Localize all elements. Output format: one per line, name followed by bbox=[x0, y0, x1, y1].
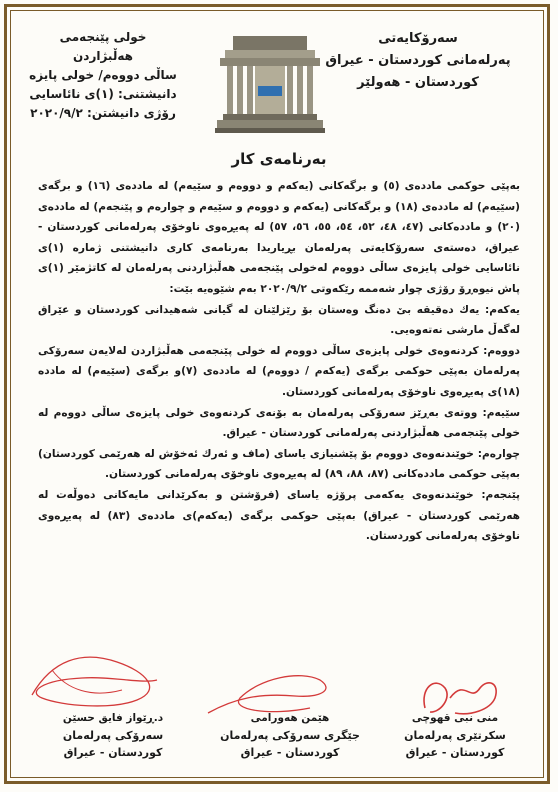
agenda-item-text: یەك دەقیقە بێ دەنگ وەستان بۆ رێزلێنان لە گیانی شەهیدانی كوردستان و عێراق لەگەڵ مارشی نەتەوەیی. bbox=[38, 303, 520, 337]
signatory-name: هێمن هەورامی bbox=[250, 712, 330, 724]
signatory-role: سەرۆكی پەرلەمان bbox=[62, 729, 164, 742]
agenda-item-text: كردنەوەی خولی پایزەی ساڵی دووەم لە خولی پێنجەمی هەڵبژاردن لەلایەن سەرۆكی پەرلەمان بەپێی حوكمی برگەی (یەكەم / دووەم) لە ماددەی (٧)و برگەی (سێیەم) لە ماددە (١٨)ی پەیڕەوی ناوخۆی پەرلەمانی كوردستان. bbox=[38, 344, 521, 398]
signatory-role: سكرتێری پەرلەمان bbox=[404, 729, 506, 742]
signature-block bbox=[390, 710, 520, 761]
signature-president-scribble bbox=[22, 640, 172, 715]
header-session-line1: خولی پێنجەمی هەڵبژاردن bbox=[59, 30, 147, 63]
signatory-place: كوردستان - عیراق bbox=[405, 746, 505, 759]
header-session-line2: ساڵی دووەم/ خولی پایزە bbox=[29, 68, 177, 82]
agenda-item-label: یەكەم: bbox=[484, 303, 520, 316]
agenda-item bbox=[38, 403, 520, 444]
signature-block bbox=[38, 710, 188, 761]
header-session-date: رۆژی دانیشتن: ٢٠٢٠/٩/٢ bbox=[30, 106, 176, 120]
signatory-place: كوردستان - عیراق bbox=[240, 746, 340, 759]
signature-block bbox=[215, 710, 365, 761]
agenda-item bbox=[38, 341, 520, 403]
agenda-item-text: خوێندنەوەی یەكەمی پرۆژە یاسای (فرۆشتن و بەكرێدانی مایەكانی دەوڵەت لە هەرێمی كوردستان - عیراق) بەپێی حوكمی برگەی (یەكەم)ی ماددەی (٨٣) لە پەیڕەوی ناوخۆی پەرلەمانی كوردستان. bbox=[38, 488, 520, 543]
header-session-line3: دانیشتنی: (١)ی نائاسایی bbox=[29, 87, 177, 101]
header-institution bbox=[318, 28, 518, 94]
header-session-info bbox=[28, 28, 178, 123]
document-title: بەرنامەی كار bbox=[231, 150, 327, 168]
header-institution-line2: پەرلەمانی كوردستان - عیراق bbox=[325, 53, 511, 68]
agenda-item bbox=[38, 485, 520, 547]
signatory-name: منی نبی قهوچی bbox=[411, 712, 499, 724]
document-body bbox=[38, 176, 520, 547]
agenda-item-label: پێنجەم: bbox=[481, 488, 520, 501]
agenda-item-text: ووتەی بەڕێز سەرۆكی پەرلەمان بە بۆنەی كردنەوەی خولی پایزەی ساڵی دووەم لە خولی پێنجەمی هەڵبژاردنی پەرلەمانی كوردستان - عیراق. bbox=[38, 406, 520, 440]
header-institution-line1: سەرۆكایەتی bbox=[378, 31, 458, 46]
signatory-place: كوردستان - عیراق bbox=[63, 746, 163, 759]
parliament-building-emblem bbox=[215, 30, 325, 135]
agenda-item-label: چوارەم: bbox=[477, 447, 520, 460]
header-institution-line3: كوردستان - هەولێر bbox=[357, 75, 479, 90]
agenda-item bbox=[38, 300, 520, 341]
agenda-item-label: دووەم: bbox=[483, 344, 520, 357]
signatory-role: جێگری سەرۆكی پەرلەمان bbox=[220, 729, 360, 742]
agenda-item bbox=[38, 444, 520, 485]
agenda-item-label: سێیەم: bbox=[482, 406, 520, 419]
intro-paragraph: بەپێی حوكمی ماددەی (٥) و برگەكانی (یەكەم و دووەم و سێیەم) لە ماددەی (١٦) و برگەی (سێیەم) لە ماددەی (١٨) و برگەكانی (یەكەم و دووەم و سێیەم و چوارەم و پێنجەم) لە ماددەی (٢٠) و ماددەكانی (٤٧، ٤٨، ٥٢، ٥٤، ٥٥، ٥٦، ٥٧) لە پەیڕەوی ناوخۆی پەرلەمانی كوردستان - عیراق، دەستەی سەرۆكایەتی پەرلەمان بڕیاریدا بەرنامەی كاری دانیشتنی ژمارە (١)ی نائاسایی خولی پایزەی ساڵی دووەم لەخولی پێنجەمی هەڵبژاردنی پەرلەمان لە كاتژمێر (١)ی پاش نیوەڕۆ رۆژی چوار شەممە رێكەوتی ٢٠٢٠/٩/٢ بەم شێوەیە بێت: bbox=[38, 180, 520, 295]
agenda-item-text: خوێندنەوەی دووەم بۆ پێشنیازی یاسای (ماف و ئەرك ئەخۆش لە هەرێمی كوردستان) بەپێی حوكمی ماددەكانی (٨٧، ٨٨، ٨٩) لە پەیڕەوی ناوخۆی پەرلەمانی كوردستان. bbox=[38, 447, 520, 481]
signatory-name: د.ڕێواز فایق حسێن bbox=[62, 712, 164, 724]
